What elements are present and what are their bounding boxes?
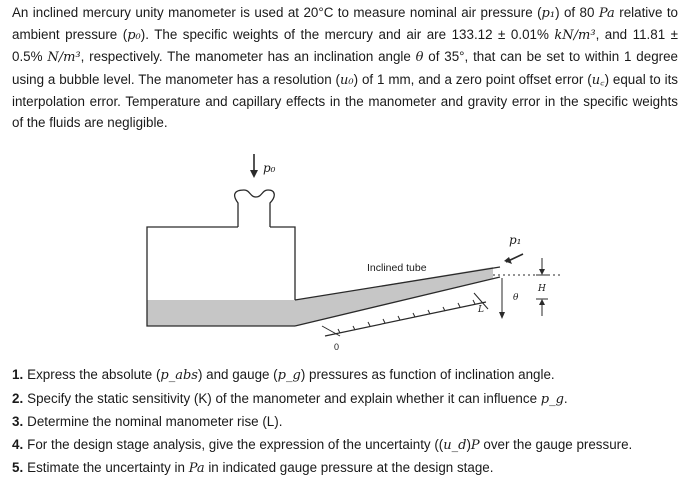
- p0-arrowhead: [250, 170, 258, 178]
- reservoir-mercury: [147, 300, 295, 326]
- inlet-pipe: [235, 190, 275, 227]
- symbol-pa-unit: Pa: [598, 6, 615, 21]
- tube-mercury: [295, 267, 493, 326]
- symbol-p0: p₀: [127, 28, 141, 44]
- question-number: 4.: [12, 436, 24, 452]
- problem-text: ) of 1 mm, and a zero point offset error (: [353, 71, 592, 87]
- problem-text: of 35°, that can be set to within 1 degree using a bubble level. The manometer has a resolution (: [12, 49, 678, 87]
- question-item: [12, 364, 682, 388]
- question-list: [12, 364, 682, 481]
- question-text: Estimate the uncertainty in: [27, 460, 189, 476]
- symbol-p-g: p_g: [540, 391, 564, 407]
- zero-label: 0: [334, 342, 340, 352]
- question-text: .: [563, 390, 568, 406]
- question-text: For the design stage analysis, give the expression of the uncertainty ((: [27, 436, 444, 452]
- question-text: over the gauge pressure.: [479, 436, 633, 452]
- question-item: [12, 457, 682, 481]
- symbol-uo: u₀: [340, 72, 354, 88]
- question-item: [12, 411, 682, 434]
- symbol-uc: u꜀: [591, 72, 605, 88]
- symbol-p-abs: p_abs: [160, 368, 198, 383]
- reservoir-top-right: [270, 227, 295, 300]
- question-item: [12, 388, 682, 412]
- symbol-theta: θ: [415, 50, 424, 66]
- symbol-u-d: u_d: [443, 437, 467, 453]
- problem-text: ) equal to its interpolation error. Temperature and capillary effects in the manometer and gravity error in the specific weights of the fluids are negligible.: [12, 71, 678, 131]
- theta-label: θ: [513, 293, 519, 303]
- problem-text: , and 11.81 ± 0.5%: [12, 27, 679, 65]
- problem-text: An inclined mercury unity manometer is used at 20°C to measure nominal air pressure (: [12, 5, 542, 20]
- problem-statement: [12, 2, 678, 133]
- vertical-arrowhead: [499, 312, 505, 319]
- question-number: 1.: [12, 367, 24, 382]
- h-lower-arrowhead: [539, 299, 545, 305]
- problem-text: ) of 80: [555, 5, 599, 20]
- p0-label: p₀: [263, 161, 276, 175]
- symbol-pa-unit: Pa: [188, 461, 205, 477]
- h-upper-arrowhead: [539, 269, 545, 275]
- question-text: Express the absolute (: [27, 367, 161, 382]
- question-item: [12, 434, 682, 458]
- symbol-p-g: p_g: [277, 368, 301, 383]
- problem-text: ). The specific weights of the mercury and air are 133.12 ± 0.01%: [140, 27, 555, 43]
- symbol-kn-unit: kN/m³: [554, 28, 596, 44]
- symbol-n-unit: N/m³: [47, 50, 81, 66]
- problem-text: relative to ambient pressure (: [12, 5, 679, 43]
- question-text: in indicated gauge pressure at the design stage.: [204, 460, 494, 476]
- question-text: ) pressures as function of inclination angle.: [300, 367, 555, 382]
- question-number: 2.: [12, 390, 24, 406]
- p1-label: p₁: [509, 233, 522, 247]
- symbol-p1: p₁: [541, 6, 556, 21]
- problem-text: , respectively. The manometer has an inclination angle: [80, 49, 416, 65]
- manometer-diagram: [0, 140, 690, 360]
- question-text: ) and gauge (: [197, 367, 278, 382]
- question-text: Determine the nominal manometer rise (L).: [27, 414, 283, 430]
- l-label: L: [478, 305, 484, 315]
- question-number: 5.: [12, 460, 24, 476]
- symbol-p-subscript: P: [470, 437, 480, 453]
- tube-label: Inclined tube: [367, 262, 427, 274]
- question-number: 3.: [12, 414, 24, 430]
- question-text: Specify the static sensitivity (K) of the manometer and explain whether it can influence: [27, 390, 541, 406]
- question-text: ): [466, 436, 471, 452]
- h-label: H: [538, 284, 546, 294]
